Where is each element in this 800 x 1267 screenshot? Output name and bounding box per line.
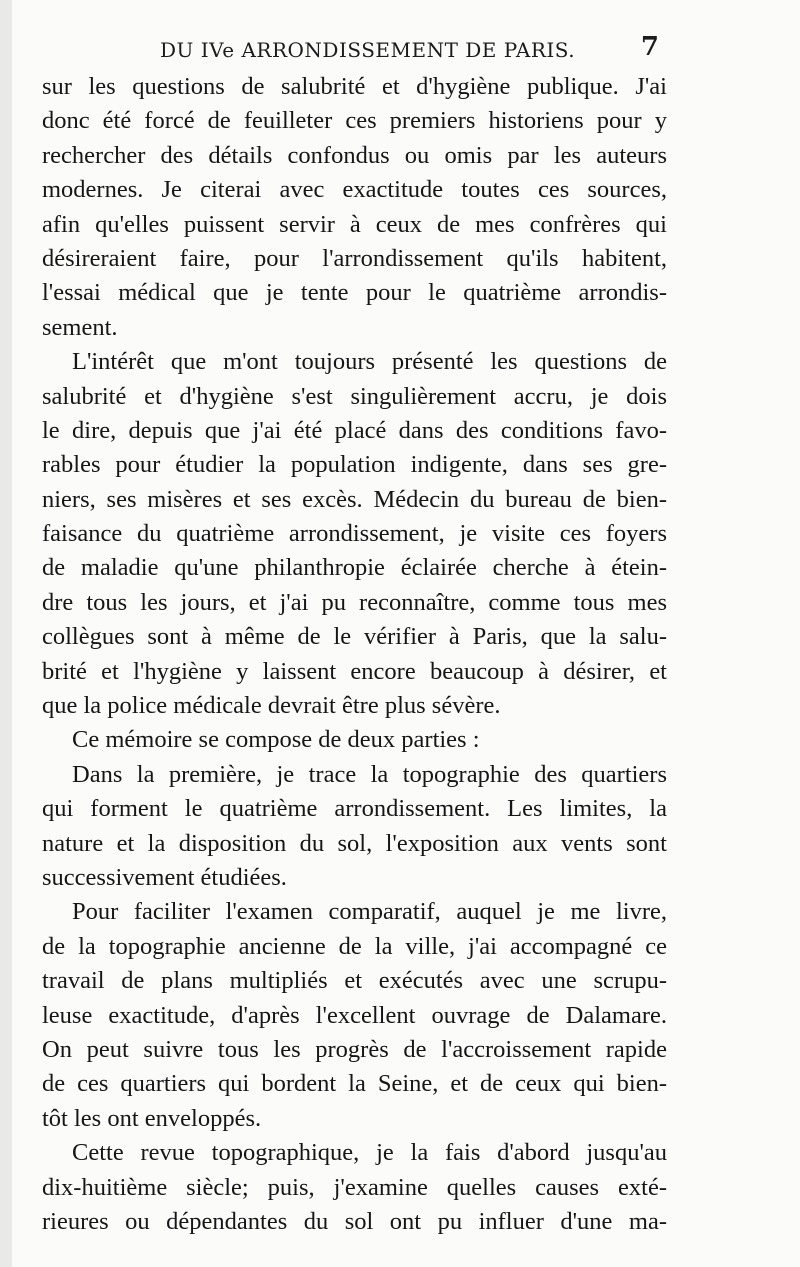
text-line: que la police médicale devrait être plus sévère. <box>42 692 501 720</box>
running-title: DU IVe ARRONDISSEMENT DE PARIS. <box>160 38 576 62</box>
text-line: dre tous les jours, et j'ai pu reconnaître, comme tous mes <box>42 588 667 616</box>
text-line: donc été forcé de feuilleter ces premiers historiens pour y <box>42 107 667 135</box>
text-line: de la topographie ancienne de la ville, j'ai accompagné ce <box>42 932 667 960</box>
text-line: travail de plans multipliés et exécutés avec une scrupu- <box>42 967 667 995</box>
text-line: de maladie qu'une philanthropie éclairée cherche à étein- <box>42 554 667 582</box>
text-line: Pour faciliter l'examen comparatif, auquel je me livre, <box>72 898 667 926</box>
text-line: rables pour étudier la population indigente, dans ses gre- <box>42 451 667 479</box>
text-line: Cette revue topographique, je la fais d'abord jusqu'au <box>72 1139 667 1167</box>
text-line: sement. <box>42 313 118 341</box>
text-line: Ce mémoire se compose de deux parties : <box>72 726 480 754</box>
body-text <box>42 70 667 1239</box>
page-header <box>42 32 667 68</box>
text-line: brité et l'hygiène y laissent encore beaucoup à désirer, et <box>42 657 667 685</box>
text-line: successivement étudiées. <box>42 863 287 891</box>
text-line: modernes. Je citerai avec exactitude toutes ces sources, <box>42 176 667 204</box>
text-line: L'intérêt que m'ont toujours présenté les questions de <box>72 348 667 376</box>
page-number: 7 <box>640 32 659 62</box>
text-line: nature et la disposition du sol, l'exposition aux vents sont <box>42 829 667 857</box>
text-line: niers, ses misères et ses excès. Médecin du bureau de bien- <box>42 485 667 513</box>
text-line: l'essai médical que je tente pour le quatrième arrondis- <box>42 279 667 307</box>
text-line: qui forment le quatrième arrondissement. Les limites, la <box>42 795 667 823</box>
text-line: dix-huitième siècle; puis, j'examine quelles causes exté- <box>42 1173 667 1201</box>
text-line: rechercher des détails confondus ou omis par les auteurs <box>42 141 667 169</box>
text-line: désireraient faire, pour l'arrondissement qu'ils habitent, <box>42 244 667 272</box>
text-line: de ces quartiers qui bordent la Seine, et de ceux qui bien- <box>42 1070 667 1098</box>
text-line: afin qu'elles puissent servir à ceux de mes confrères qui <box>42 210 667 238</box>
text-line: leuse exactitude, d'après l'excellent ouvrage de Dalamare. <box>42 1001 667 1029</box>
text-line: Dans la première, je trace la topographie des quartiers <box>72 760 667 788</box>
text-line: faisance du quatrième arrondissement, je visite ces foyers <box>42 520 667 548</box>
text-line: On peut suivre tous les progrès de l'accroissement rapide <box>42 1035 667 1063</box>
text-line: rieures ou dépendantes du sol ont pu influer d'une ma- <box>42 1207 667 1235</box>
page-binding-edge <box>0 0 12 1267</box>
text-line: sur les questions de salubrité et d'hygiène publique. J'ai <box>42 73 667 100</box>
text-line: tôt les ont enveloppés. <box>42 1104 262 1132</box>
text-line: le dire, depuis que j'ai été placé dans des conditions favo- <box>42 416 667 444</box>
text-line: collègues sont à même de le vérifier à Paris, que la salu- <box>42 623 667 651</box>
text-line: salubrité et d'hygiène s'est singulièrement accru, je dois <box>42 382 667 410</box>
